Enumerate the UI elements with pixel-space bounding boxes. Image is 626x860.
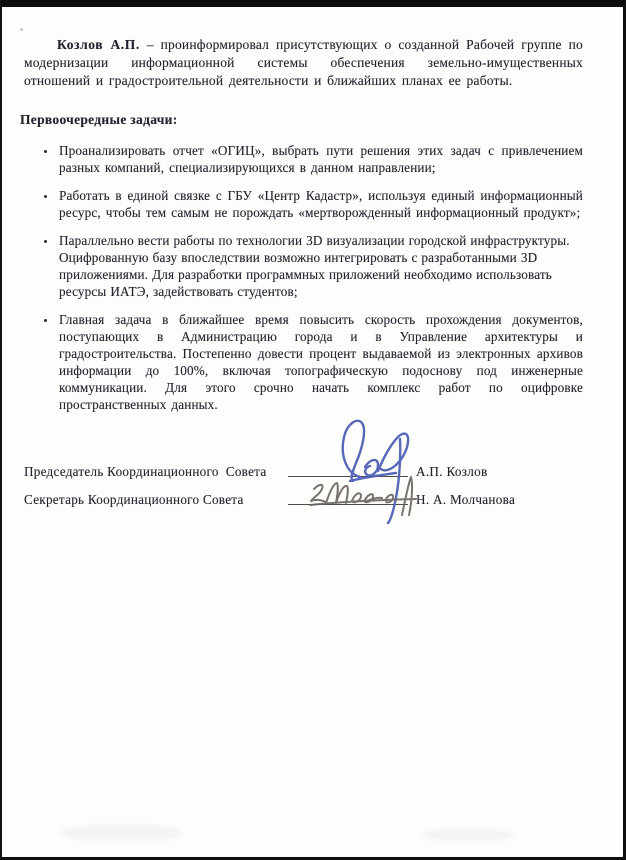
intro-paragraph	[24, 36, 583, 90]
tasks-heading: Первоочередные задачи:	[20, 112, 178, 127]
signature-row-chairman	[24, 457, 583, 485]
scan-smudge	[422, 829, 512, 841]
signature-name-label: Н. А. Молчанова	[416, 492, 516, 507]
signature-row-secretary	[24, 485, 583, 513]
intro-paragraph-text: – проинформировал присутствующих о созданной Рабочей группе по модернизации информационной системы обеспечения земельно-имущественных отношений и градостроительной деятельности и ближайших планах ее работы.	[24, 37, 583, 88]
signature-block	[24, 457, 583, 577]
signature-line	[288, 476, 408, 477]
task-item: • Работать в единой связке с ГБУ «Центр Кадастр», используя единый информационный ресурс, чтобы тем самым не порождать «мертворожденный информационный продукт»;	[57, 187, 583, 221]
task-item: • Параллельно вести работы по технологии 3D визуализации городской инфраструктуры. Оцифрованную базу впоследствии возможно интегрировать с разработанными 3D приложениями. Для разработки программных приложений необходимо использовать ресурсы ИАТЭ, задействовать студентов;	[57, 232, 583, 300]
tasks-list	[24, 142, 583, 413]
signature-role-label: Секретарь Координационного Совета	[24, 492, 244, 507]
speaker-name: Козлов А.П.	[57, 37, 140, 52]
scan-speck	[20, 28, 23, 31]
signature-name-label: А.П. Козлов	[416, 464, 488, 479]
task-item: • Главная задача в ближайшее время повысить скорость прохождения документов, поступающих в Администрацию города и в Управление архитектуры и градостроительства. Постепенно довести процент выдаваемой из электронных архивов информации до 100%, включая топографическую подоснову под инженерные коммуникации. Для этого срочно начать комплекс работ по оцифровке пространственных данных.	[57, 311, 583, 413]
signature-role-label: Председатель Координационного Совета	[24, 464, 267, 479]
signature-line	[288, 504, 408, 505]
task-item: • Проанализировать отчет «ОГИЦ», выбрать пути решения этих задач с привлечением разных компаний, специализирующихся в данном направлении;	[57, 142, 583, 176]
scan-smudge	[62, 825, 182, 841]
